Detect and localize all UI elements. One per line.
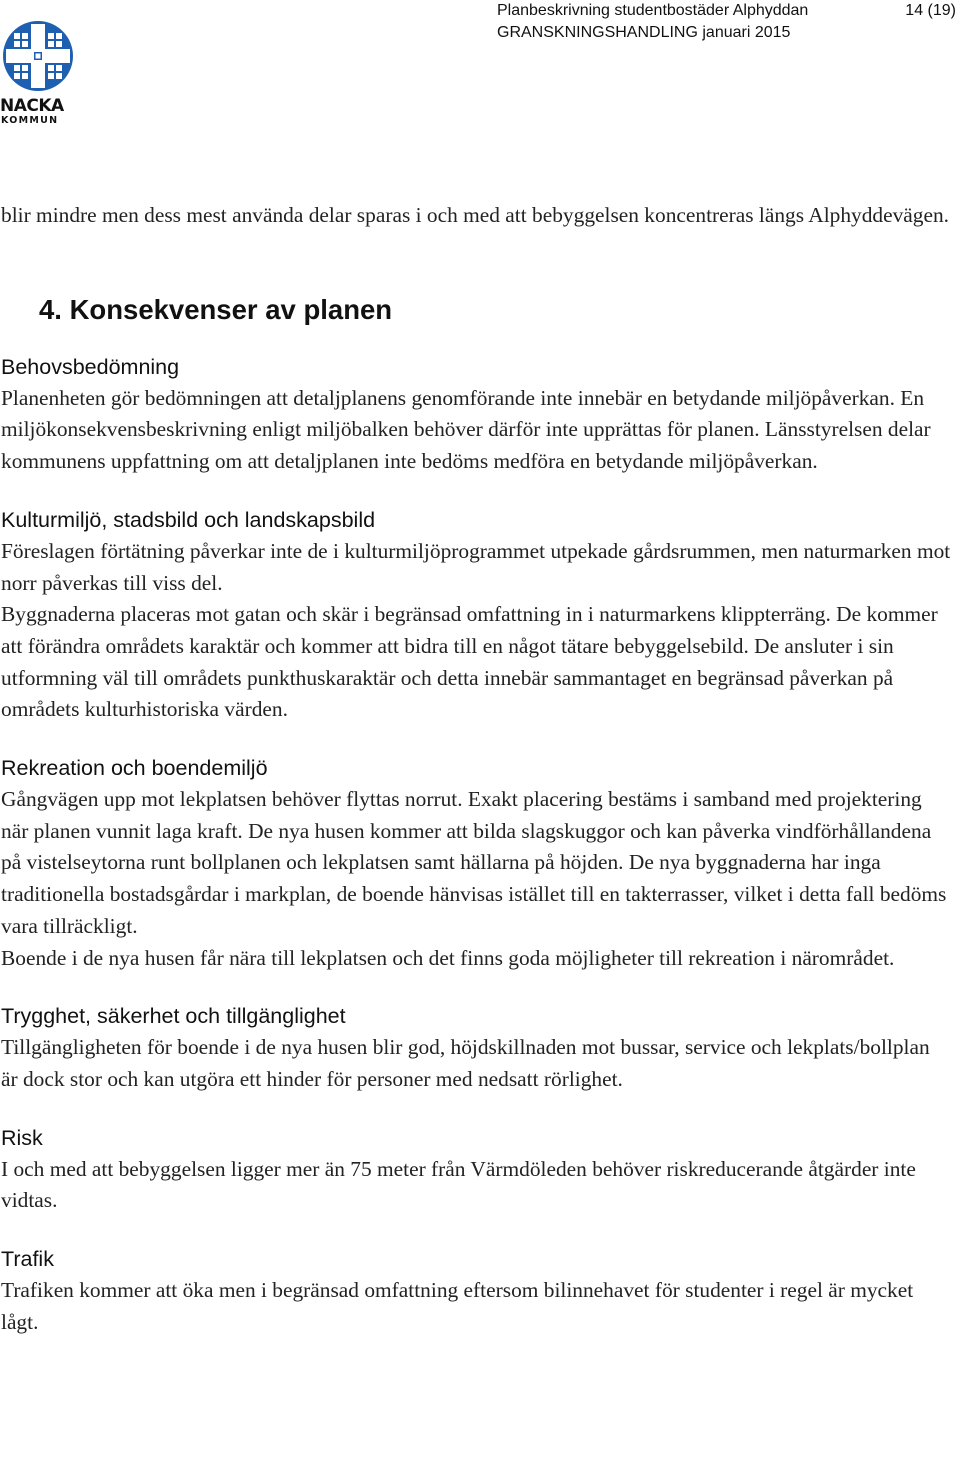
- section-heading: Kulturmiljö, stadsbild och landskapsbild: [1, 507, 376, 532]
- section-trafik: [1, 1243, 951, 1338]
- section-paragraph: Tillgängligheten för boende i de nya husen blir god, höjdskillnaden mot bussar, service och lekplats/bollplan är dock stor och kan utgöra ett hinder för personer med nedsatt rörlighet.: [1, 1035, 930, 1091]
- section-paragraph: Föreslagen förtätning påverkar inte de i kulturmiljöprogrammet utpekade gårdsrummen, men naturmarken mot norr påverkas till viss del.: [1, 538, 951, 595]
- section-trygghet: [1, 1000, 951, 1095]
- section-paragraph: I och med att bebyggelsen ligger mer än 75 meter från Värmdöleden behöver riskreducerande åtgärder inte vidtas.: [1, 1156, 916, 1213]
- section-paragraph: Gångvägen upp mot lekplatsen behöver flyttas norrut. Exakt placering bestäms i samband med projektering när planen vunnit laga kraft. De nya husen kommer att bilda slagskuggor och kan påverka vindförhållandena på vistelseytorna runt bollplanen och lekplatsen samt hällarna på höjden. De nya byggnaderna har inga traditionella bostadsgårdar i markplan, de boende hänvisas istället till en takterrasser, vilket i detta fall bedöms vara tillräckligt.: [1, 787, 947, 938]
- header-title-line2: GRANSKNINGSHANDLING januari 2015: [497, 24, 791, 41]
- chapter-heading: 4. Konsekvenser av planen: [39, 293, 393, 325]
- section-rekreation: [1, 752, 951, 974]
- header-title-line1: Planbeskrivning studentbostäder Alphyddan: [497, 2, 809, 19]
- section-heading: Trafik: [1, 1247, 54, 1272]
- nacka-kommun-logo: [0, 20, 76, 126]
- section-paragraph: Planenheten gör bedömningen att detaljplanens genomförande inte innebär en betydande miljöpåverkan. En miljökonsekvensbeskrivning enligt miljöbalken behöver därför inte upprättas för planen. Länsstyrelsen delar kommunens uppfattning om att detaljplanen inte bedöms medföra en betydande miljöpåverkan.: [1, 385, 931, 474]
- section-heading: Risk: [1, 1125, 43, 1150]
- document-body: [1, 200, 951, 1364]
- section-kulturmiljo: [1, 504, 951, 726]
- section-paragraph: Trafiken kommer att öka men i begränsad omfattning eftersom bilinnehavet för studenter i regel är mycket lågt.: [1, 1278, 914, 1334]
- page-number: 14 (19): [905, 2, 956, 19]
- logo-wordmark: NACKA: [0, 96, 64, 116]
- section-heading: Rekreation och boendemiljö: [1, 756, 268, 781]
- logo-subtitle: KOMMUN: [1, 115, 59, 126]
- intro-paragraph: blir mindre men dess mest använda delar sparas i och med att bebyggelsen koncentreras längs Alphyddevägen.: [1, 203, 950, 227]
- section-heading: Behovsbedömning: [1, 354, 180, 379]
- section-paragraph: Boende i de nya husen får nära till lekplatsen och det finns goda möjligheter till rekreation i närområdet.: [1, 945, 895, 970]
- section-risk: [1, 1122, 951, 1217]
- section-behovsbedomning: [1, 351, 951, 478]
- section-paragraph: Byggnaderna placeras mot gatan och skär i begränsad omfattning in i naturmarkens klippterräng. De kommer att förändra områdets karaktär och kommer att bidra till en något tätare bebyggelsebild. De ansluter i sin utformning väl till områdets punkthuskaraktär och detta innebär sammantaget en begränsad påverkan på områdets kulturhistoriska värden.: [1, 602, 938, 722]
- document-header: [497, 0, 808, 44]
- nacka-emblem-icon: [2, 20, 74, 92]
- section-heading: Trygghet, säkerhet och tillgänglighet: [1, 1004, 346, 1029]
